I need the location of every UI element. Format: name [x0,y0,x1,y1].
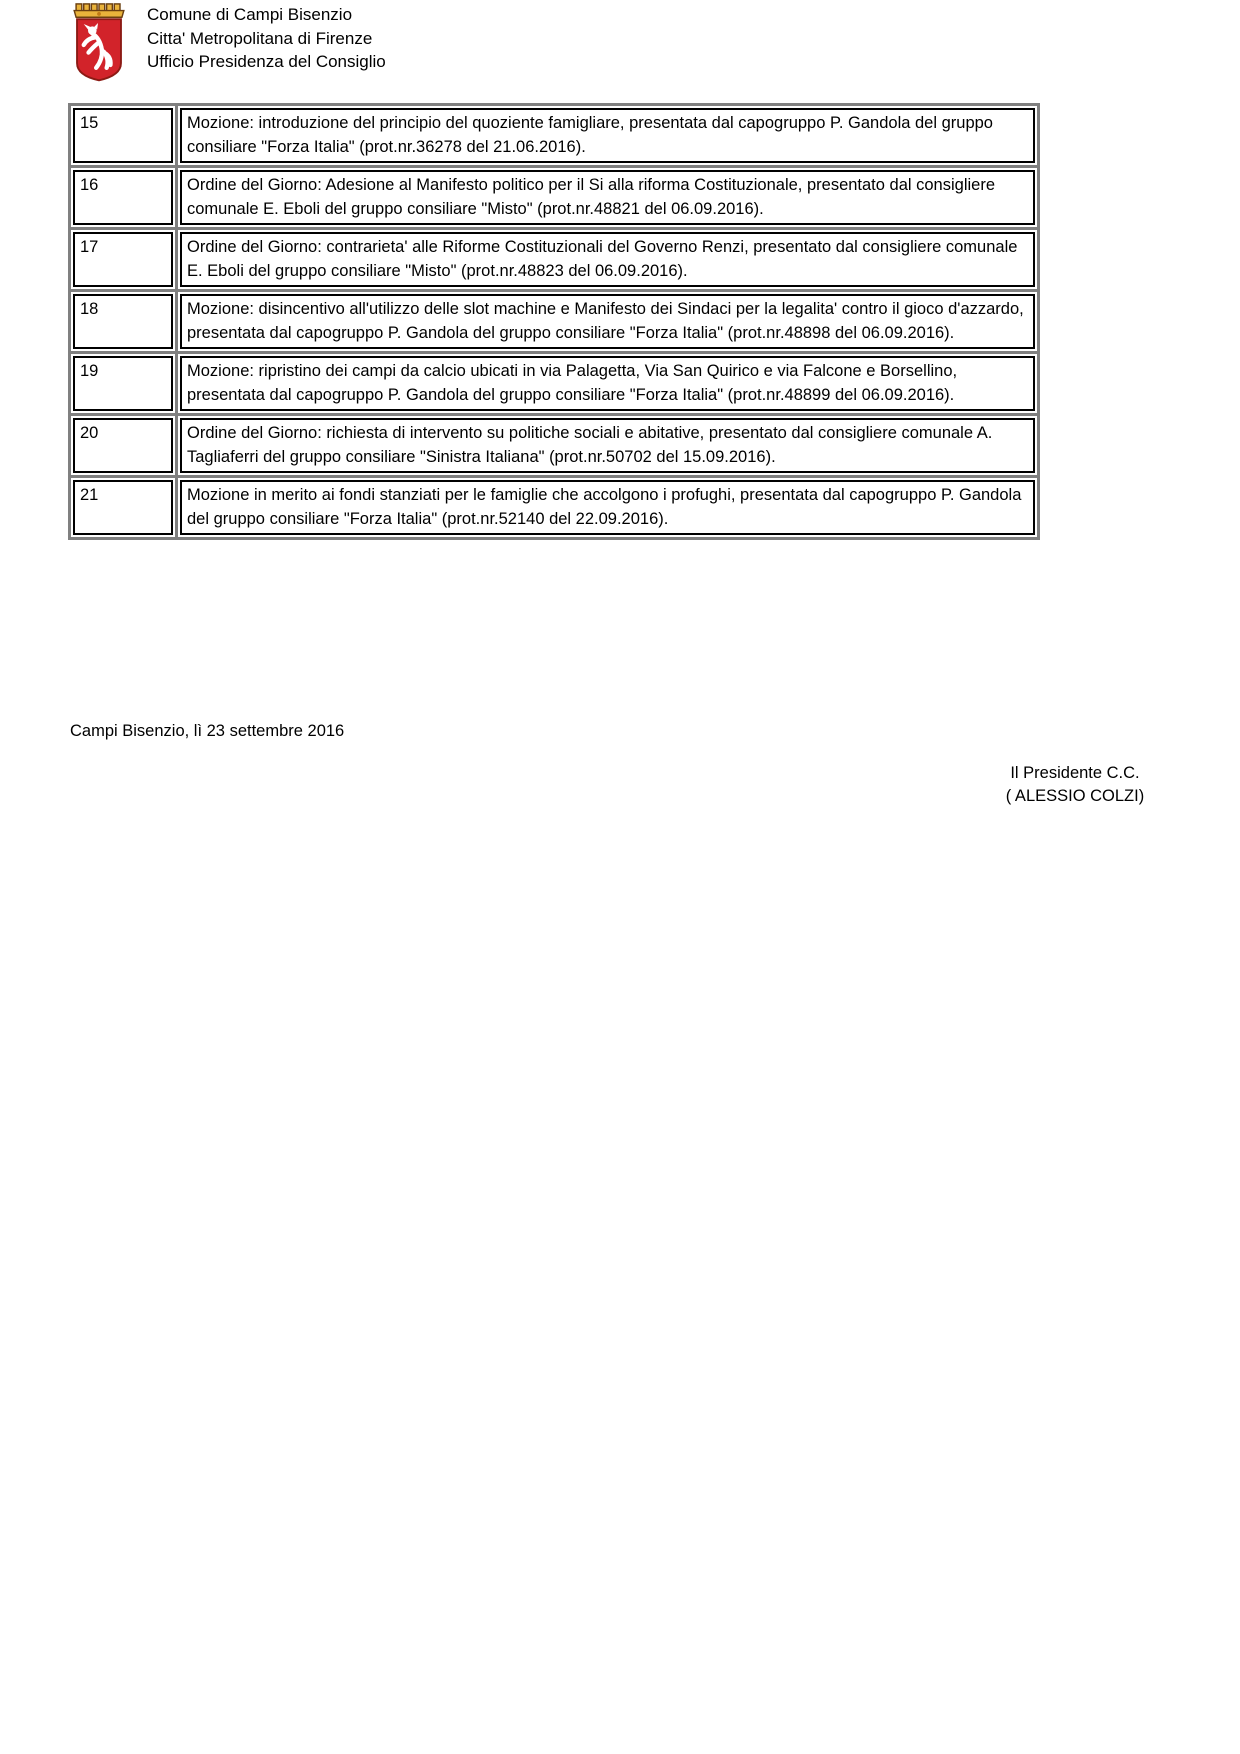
item-description-cell [178,292,1037,351]
item-description: Ordine del Giorno: contrarieta' alle Riforme Costituzionali del Governo Renzi, presentato dal consigliere comunale E. Eboli del gruppo consiliare "Misto" (prot.nr.48823 del 06.09.2016). [180,232,1035,287]
item-number-cell [71,168,175,227]
item-description-cell [178,230,1037,289]
signature-block [970,762,1180,808]
item-description-cell [178,416,1037,475]
item-number: 17 [73,232,173,287]
heraldic-shield-icon [77,19,121,80]
signature-title: Il Presidente C.C. [1010,764,1140,782]
item-number-cell [71,354,175,413]
item-description: Mozione: disincentivo all'utilizzo delle slot machine e Manifesto dei Sindaci per la legalita' contro il gioco d'azzardo, presentata dal capogruppo P. Gandola del gruppo consiliare "Forza Italia" (prot.nr.48898 del 06.09.2016). [180,294,1035,349]
mural-crown-icon [74,4,124,17]
item-description: Ordine del Giorno: Adesione al Manifesto politico per il Si alla riforma Costituzionale, presentato dal consigliere comunale E. Eboli del gruppo consiliare "Misto" (prot.nr.48821 del 06.09.2016). [180,170,1035,225]
signature-name: ( ALESSIO COLZI) [1005,787,1145,805]
item-number: 21 [73,480,173,535]
agenda-items-table [68,103,1040,540]
item-description: Ordine del Giorno: richiesta di intervento su politiche sociali e abitative, presentato dal consigliere comunale A. Tagliaferri del gruppo consiliare "Sinistra Italiana" (prot.nr.50702 del 15.09.2016). [180,418,1035,473]
municipality-logo [68,2,130,86]
item-description: Mozione: ripristino dei campi da calcio ubicati in via Palagetta, Via San Quirico e via Falcone e Borsellino, presentata dal capogruppo P. Gandola del gruppo consiliare "Forza Italia" (prot.nr.48899 del 06.09.2016). [180,356,1035,411]
item-number: 15 [73,108,173,163]
item-number: 19 [73,356,173,411]
item-description-cell [178,478,1037,537]
metropolitan-city-line: Citta' Metropolitana di Firenze [147,28,373,48]
item-description-cell [178,354,1037,413]
item-description: Mozione: introduzione del principio del quoziente famigliare, presentata dal capogruppo P. Gandola del gruppo consiliare "Forza Italia" (prot.nr.36278 del 21.06.2016). [180,108,1035,163]
item-number: 16 [73,170,173,225]
item-number-cell [71,478,175,537]
item-number-cell [71,106,175,165]
office-line: Ufficio Presidenza del Consiglio [147,52,386,71]
item-number-cell [71,230,175,289]
item-description-cell [178,168,1037,227]
item-number: 18 [73,294,173,349]
place-date-line: Campi Bisenzio, lì 23 settembre 2016 [70,722,345,740]
coat-of-arms-icon [68,2,130,86]
municipality-name: Comune di Campi Bisenzio [147,5,353,24]
item-number-cell [71,416,175,475]
item-number: 20 [73,418,173,473]
item-description-cell [178,106,1037,165]
item-number-cell [71,292,175,351]
item-description: Mozione in merito ai fondi stanziati per le famiglie che accolgono i profughi, presentata dal capogruppo P. Gandola del gruppo consiliare "Forza Italia" (prot.nr.52140 del 22.09.2016). [180,480,1035,535]
document-header [68,2,386,86]
